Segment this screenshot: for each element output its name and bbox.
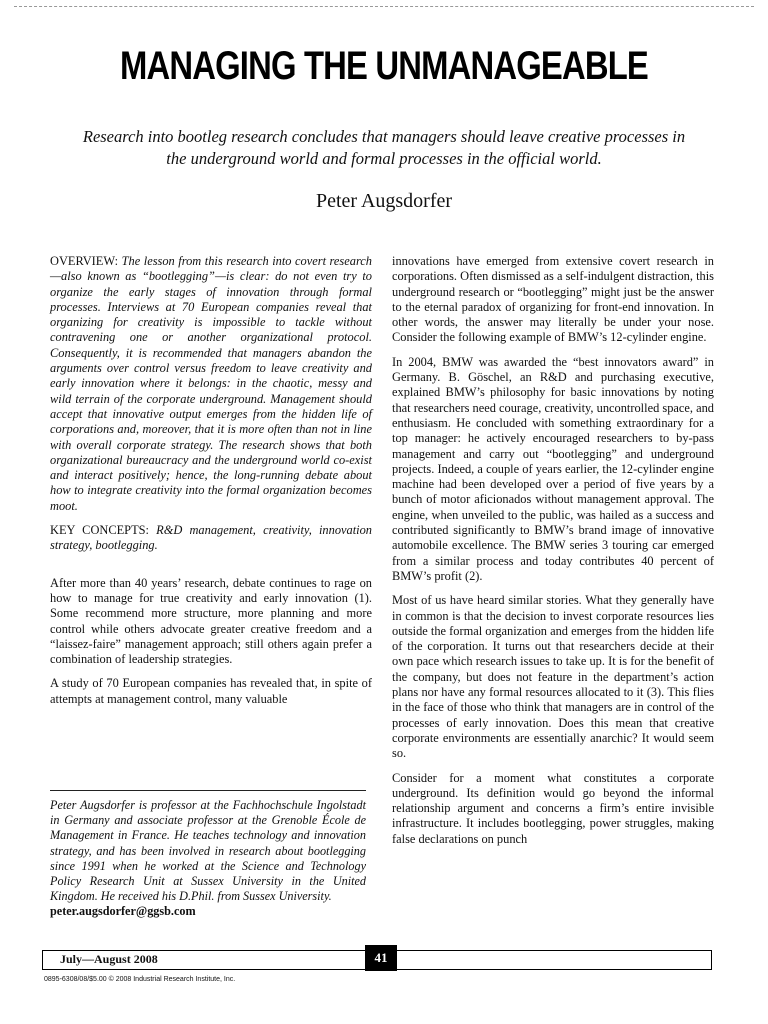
- top-rule: [14, 6, 754, 7]
- author-email: peter.augsdorfer@ggsb.com: [50, 904, 196, 919]
- body-paragraph: A study of 70 European companies has revealed that, in spite of attempts at management control, many valuable: [50, 676, 372, 706]
- body-paragraph: Consider for a moment what constitutes a corporate underground. Its definition would go beyond the informal relationship argument and concerns a firm’s entire invisible infrastructure. It includes bootlegging, power struggles, making false declarations on punch: [392, 770, 714, 846]
- overview-label: OVERVIEW:: [50, 254, 122, 268]
- page-number: 41: [365, 945, 397, 971]
- overview-paragraph: [50, 254, 372, 514]
- overview-text: The lesson from this research into covert research—also known as “bootlegging”—is clear: do not even try to organize the early stages of innovation through formal processes. Interviews at 70 European companies reveal that organizing for creativity is impossible to tackle without contravening one or another organizational protocol. Consequently, it is recommended that managers abandon the arguments over control versus freedom to leave creativity and early innovation where it belongs: in the chaotic, messy and wild terrain of the corporate underground. Management should accept that innovative output emerges from the hidden life of corporations and, moreover, that it is more often than not in line with overall corporate strategy. The research shows that both organizational bureaucracy and the underground world co-exist and interact positively; hence, the long-running debate about how to integrate creativity into the formal organization becomes moot.: [50, 254, 372, 513]
- author-bio: [50, 790, 366, 920]
- key-concepts-paragraph: [50, 523, 372, 554]
- copyright-line: 0895-6308/08/$5.00 © 2008 Industrial Research Institute, Inc.: [44, 976, 236, 983]
- body-paragraph: In 2004, BMW was awarded the “best innovators award” in Germany. B. Göschel, an R&D and purchasing executive, explained BMW’s philosophy for basic innovations by noting that researchers need courage, creativity, uncontrolled space, and enthusiasm. He concluded with something extraordinary for a top manager: he actively encouraged researchers to by-pass management and carry out “bootlegging” and underground projects. Indeed, a couple of years earlier, the 12-cylinder engine machine had been developed over a period of five years by a bunch of motor aficionados without management approval. The engine, when unveiled to the public, was hailed as a success and contributed significantly to BMW’s brand image of innovative automobile excellence. The BMW series 3 touring car emerged from a similar process and today contributes 40 percent of BMW’s profit (2).: [392, 354, 714, 583]
- body-paragraph: Most of us have heard similar stories. What they generally have in common is that the decision to invest corporate resources lies outside the formal organization and emerges from the hidden life of the corporation. It turns out that researchers decide at their own pace which research issues to take up. It is for the benefit of the company, but does not feature in the department’s action plans nor have any formal resources allocated to it (3). This flies in the face of those who think that managers are in control of the processes of early innovation. Does this mean that creative corporate environments are essentially anarchic? It would seem so.: [392, 593, 714, 761]
- left-column: [50, 254, 372, 716]
- body-paragraph: After more than 40 years’ research, debate continues to rage on how to manage for true creativity and early innovation (1). Some recommend more structure, more planning and more control while others advocate greater creative freedom and a “laissez-faire” management approach; still others again prefer a combination of leadership strategies.: [50, 575, 372, 667]
- key-concepts-label: KEY CONCEPTS:: [50, 523, 157, 538]
- key-concepts-text: R&D management, creativity, innovation strategy, bootlegging.: [50, 523, 372, 553]
- body-paragraph: innovations have emerged from extensive covert research in corporations. Often dismissed as a self-indulgent distraction, this underground research or “bootlegging” might just be the answer to the eternal paradox of organizing for front-end innovation. In other words, the answer may literally be under your nose. Consider the following example of BMW’s 12-cylinder engine.: [392, 254, 714, 345]
- article-author: Peter Augsdorfer: [315, 190, 453, 212]
- right-column: [392, 254, 714, 856]
- article-subtitle: Research into bootleg research concludes that managers should leave creative processes in the underground world and formal processes in the official world.: [82, 127, 686, 168]
- article-title: MANAGING THE UNMANAGEABLE: [120, 44, 648, 88]
- issue-date: July—August 2008: [60, 952, 158, 966]
- author-bio-text: Peter Augsdorfer is professor at the Fachhochschule Ingolstadt in Germany and associate professor at the Grenoble École de Management in France. He teaches technology and innovation strategy, and has been involved in research about bootlegging since 1991 when he worked at the Science and Technology Policy Research Unit at Sussex University in the United Kingdom. He received his D.Phil. from Sussex University.: [50, 798, 366, 904]
